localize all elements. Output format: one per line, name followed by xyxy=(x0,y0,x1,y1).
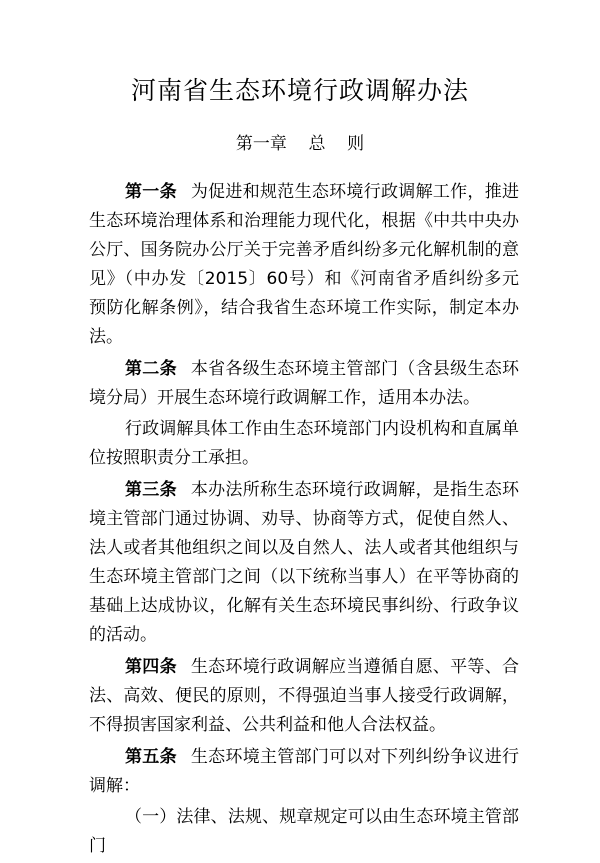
article-2 xyxy=(89,355,519,413)
article-4 xyxy=(89,653,519,740)
article-number: 第三条 xyxy=(125,480,177,500)
article-3 xyxy=(89,476,519,650)
article-number: 第二条 xyxy=(125,359,177,379)
article-number: 第五条 xyxy=(125,747,177,767)
article-number: 第四条 xyxy=(125,657,177,677)
article-text: 为促进和规范生态环境行政调解工作，推进生态环境治理体系和治理能力现代化，根据《中共中央办公厅、国务院办公厅关于完善矛盾纠纷多元化解机制的意见》（中办发〔2015〕60号）和《河南省矛盾纠纷多元预防化解条例》，结合我省生态环境工作实际，制定本办法。 xyxy=(89,182,520,347)
paragraph-text: 行政调解具体工作由生态环境部门内设机构和直属单位按照职责分工承担。 xyxy=(89,419,519,468)
article-text: 生态环境行政调解应当遵循自愿、平等、合法、高效、便民的原则，不得强迫当事人接受行政调解，不得损害国家利益、公共利益和他人合法权益。 xyxy=(89,657,520,735)
item-text: （一）法律、法规、规章规定可以由生态环境主管部门 xyxy=(89,807,519,856)
article-number: 第一条 xyxy=(125,182,177,202)
document-body xyxy=(89,175,519,863)
article-5 xyxy=(89,743,519,801)
article-2-paragraph-2 xyxy=(89,415,519,473)
article-text: 生态环境主管部门可以对下列纠纷争议进行调解： xyxy=(89,747,520,796)
article-text: 本办法所称生态环境行政调解，是指生态环境主管部门通过协调、劝导、协商等方式，促使自然人、法人或者其他组织之间以及自然人、法人或者其他组织与生态环境主管部门之间（以下统称当事人）在平等协商的基础上达成协议，化解有关生态环境民事纠纷、行政争议的活动。 xyxy=(89,480,520,645)
article-5-item-1 xyxy=(89,803,519,861)
article-text: 本省各级生态环境主管部门（含县级生态环境分局）开展生态环境行政调解工作，适用本办法。 xyxy=(89,359,520,408)
chapter-title: 第一章 总 则 xyxy=(235,134,365,154)
document-title: 河南省生态环境行政调解办法 xyxy=(130,76,469,105)
article-1 xyxy=(89,178,519,352)
